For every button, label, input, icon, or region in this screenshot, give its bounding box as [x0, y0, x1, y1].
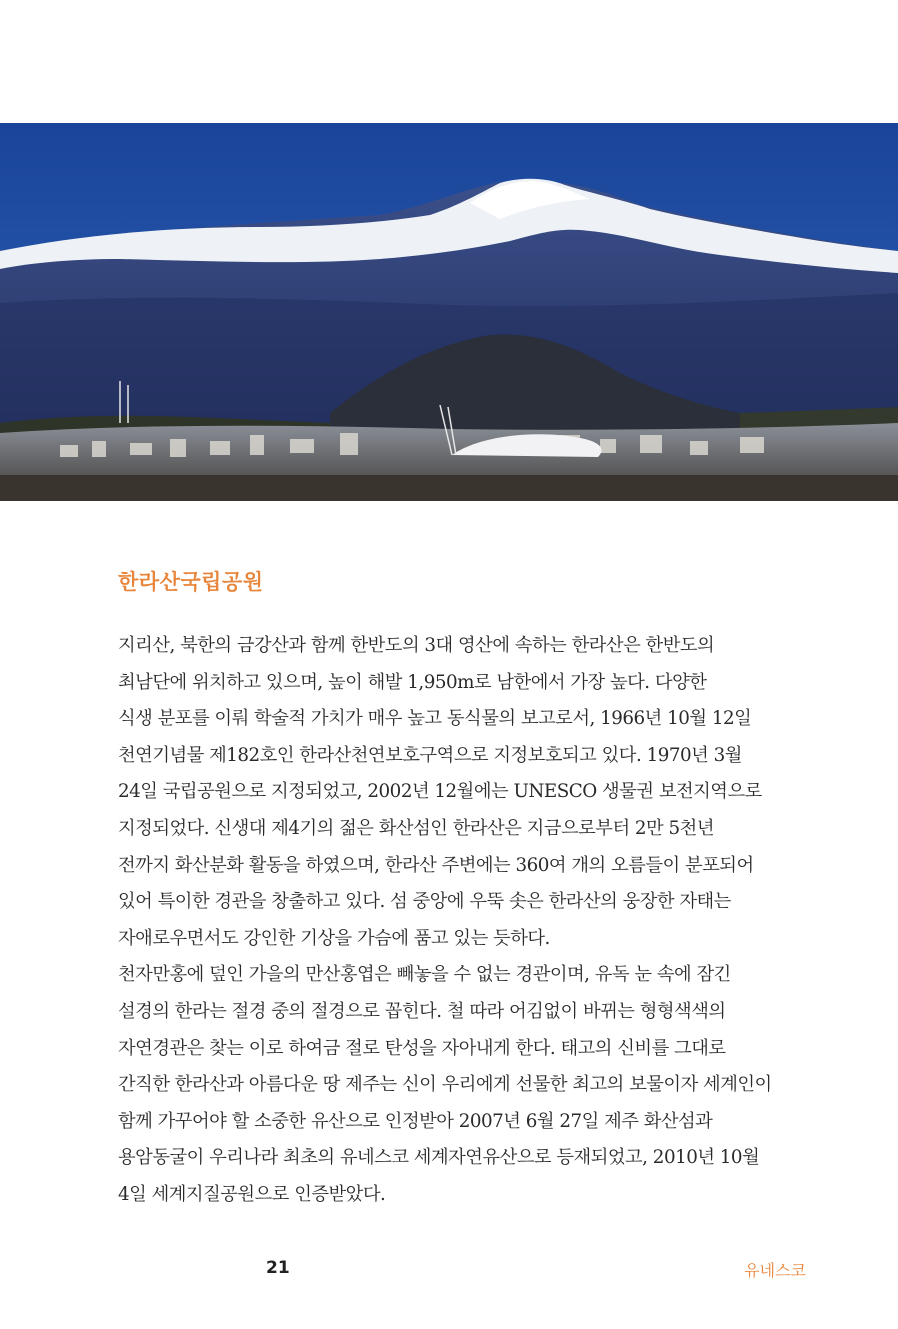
body-line: 지정되었다. 신생대 제4기의 젊은 화산섬인 한라산은 지금으로부터 2만 5천년 [118, 817, 714, 839]
body-line: 천자만홍에 덮인 가을의 만산홍엽은 빼놓을 수 없는 경관이며, 유독 눈 속에 잠긴 [118, 964, 731, 986]
body-line: 식생 분포를 이뤄 학술적 가치가 매우 높고 동식물의 보고로서, 1966년 10월 12일 [118, 708, 752, 730]
publisher-name: 유네스코 [744, 1261, 806, 1280]
body-line: 지리산, 북한의 금강산과 함께 한반도의 3대 영산에 속하는 한라산은 한반도의 [118, 635, 715, 656]
body-line: 설경의 한라는 절경 중의 절경으로 꼽힌다. 철 따라 어김없이 바뀌는 형형색색의 [118, 1000, 726, 1022]
body-line: 4일 세계지질공원으로 인증받았다. [118, 1183, 386, 1205]
page-number: 21 [266, 1258, 290, 1278]
body-line: 함께 가꾸어야 할 소중한 유산으로 인정받아 2007년 6월 27일 제주 화산섬과 [118, 1110, 713, 1132]
body-line: 용암동굴이 우리나라 최초의 유네스코 세계자연유산으로 등재되었고, 2010년 10월 [118, 1147, 760, 1169]
body-line: 있어 특이한 경관을 창출하고 있다. 섬 중앙에 우뚝 솟은 한라산의 웅장한 자태는 [118, 891, 731, 913]
body-line: 간직한 한라산과 아름다운 땅 제주는 신이 우리에게 선물한 최고의 보물이자 세계인이 [118, 1074, 772, 1096]
body-line: 24일 국립공원으로 지정되었고, 2002년 12월에는 UNESCO 생물권 보전지역으로 [118, 781, 762, 803]
body-paragraphs [118, 628, 818, 1214]
body-line: 전까지 화산분화 활동을 하였으며, 한라산 주변에는 360여 개의 오름들이 분포되어 [118, 854, 754, 876]
body-line: 자애로우면서도 강인한 기상을 가슴에 품고 있는 듯하다. [118, 927, 550, 949]
section-title: 한라산국립공원 [118, 570, 264, 594]
body-line: 자연경관은 찾는 이로 하여금 절로 탄성을 자아내게 한다. 태고의 신비를 그대로 [118, 1037, 726, 1059]
body-line: 천연기념물 제182호인 한라산천연보호구역으로 지정보호되고 있다. 1970년 3월 [118, 744, 742, 766]
body-line: 최남단에 위치하고 있으며, 높이 해발 1,950m로 남한에서 가장 높다. 다양한 [118, 671, 707, 693]
hallasan-photo [0, 123, 898, 501]
